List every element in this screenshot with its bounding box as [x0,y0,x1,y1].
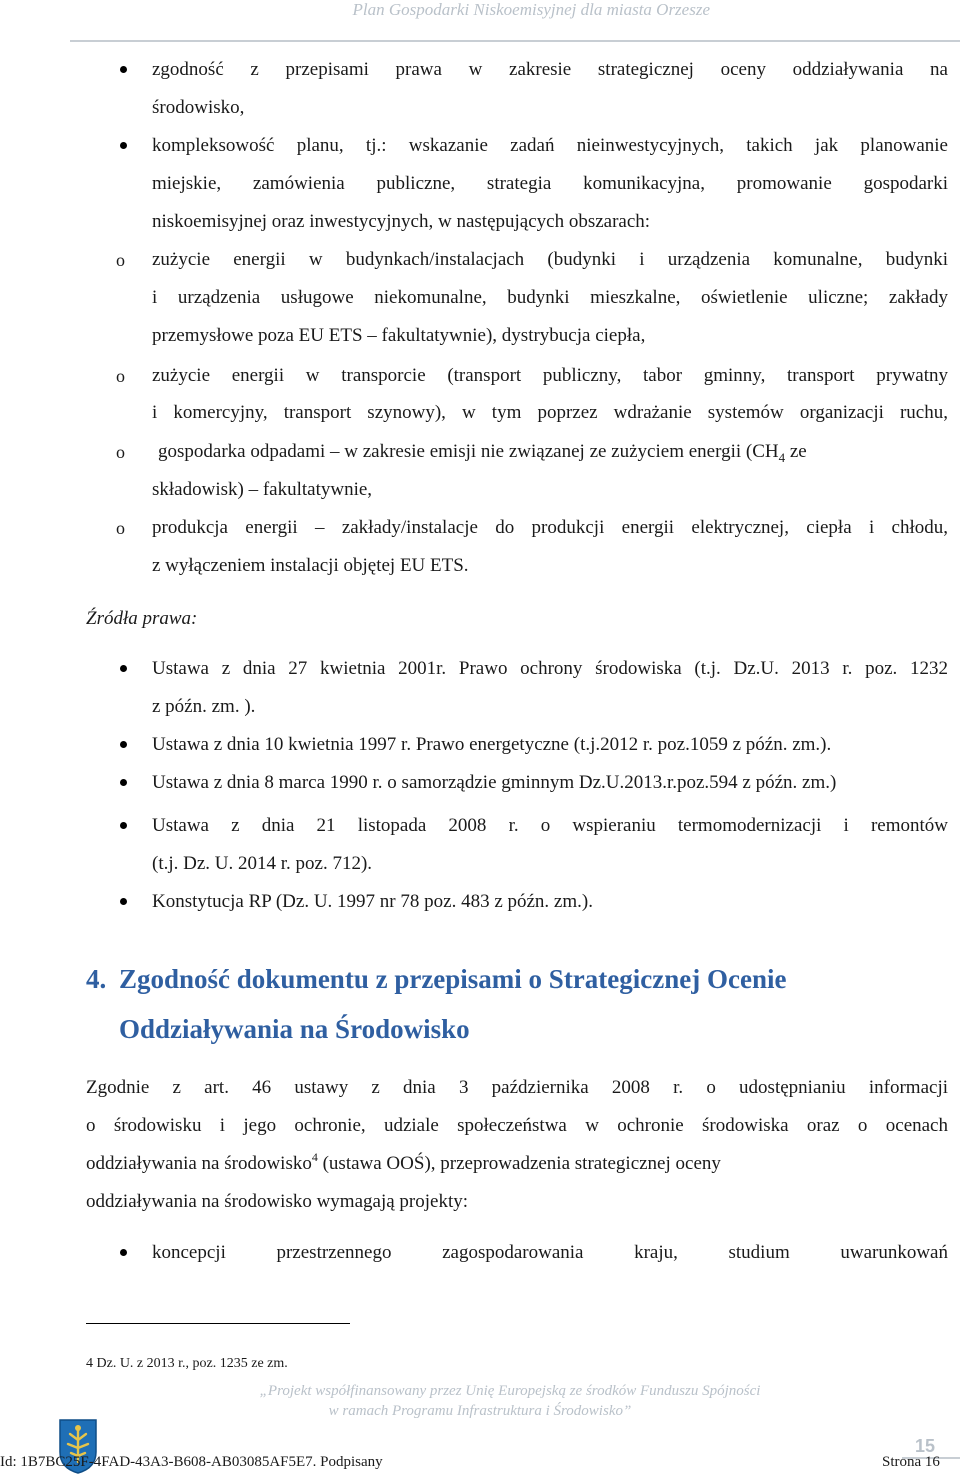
paragraph-line-3-b: (ustawa OOŚ), przeprowadzenia strategicznej oceny [317,1153,721,1174]
source-4-line-1: Ustawa z dnia 21 listopada 2008 r. o wspieraniu termomodernizacji i remontów [152,815,948,836]
footer-line-2: w ramach Programu Infrastruktura i Środowisko” [328,1403,632,1419]
running-header: Plan Gospodarki Niskoemisyjnej dla miasta Orzesze [352,0,710,19]
bullet-icon [120,822,127,829]
bullet-icon [120,142,127,149]
section-title-line-1: Zgodność dokumentu z przepisami o Strategicznej Ocenie [119,964,787,994]
bullet-icon [120,1249,127,1256]
footer-line-1: „Projekt współfinansowany przez Unię Europejską ze środków Funduszu Spójności [259,1383,761,1399]
bullet-icon [120,779,127,786]
sub-item-1-line-1: zużycie energii w budynkach/instalacjach (budynki i urządzenia komunalne, budynki [152,249,948,270]
sub-item-3-line-2: składowisk) – fakultatywnie, [152,479,373,500]
paragraph-line-2: o środowisku i jego ochronie, udziale społeczeństwa w ochronie środowiska oraz o ocenach [86,1115,948,1136]
criteria-item-1-line-2: środowisko, [152,97,245,118]
source-4-line-2: (t.j. Dz. U. 2014 r. poz. 712). [152,853,373,874]
paragraph-line-4: oddziaływania na środowisko wymagają projekty: [86,1191,469,1212]
sub-bullet-icon: o [116,442,125,462]
footnote-ref-4[interactable]: 4 [311,1149,318,1164]
bullet-icon [120,66,127,73]
paragraph-line-3 [86,1149,948,1176]
source-3: Ustawa z dnia 8 marca 1990 r. o samorządzie gminnym Dz.U.2013.r.poz.594 z późn. zm.) [152,772,837,793]
criteria-item-2-line-3: niskoemisyjnej oraz inwestycyjnych, w następujących obszarach: [152,211,651,232]
section-title-line-2: Oddziaływania na Środowisko [119,1014,470,1044]
footnote [86,1355,288,1373]
sub-item-2-line-2: i komercyjny, transport szynowy), w tym poprzez wdrażanie systemów organizacji ruchu, [152,402,948,423]
requirement-item-1: koncepcji przestrzennego zagospodarowania kraju, studium uwarunkowań [152,1242,948,1263]
header-rule [70,40,960,42]
paragraph-line-1: Zgodnie z art. 46 ustawy z dnia 3 października 2008 r. o udostępnianiu informacji [86,1077,948,1098]
footnote-rule [86,1323,350,1324]
document-id: Id: 1B7BC25F-4FAD-43A3-B608-AB03085AF5E7. Podpisany [0,1454,383,1470]
sub-item-1-line-3: przemysłowe poza EU ETS – fakultatywnie), dystrybucja ciepła, [152,325,646,346]
sub-item-3-text-end: ze [785,441,807,462]
bullet-icon [120,741,127,748]
page-label: Strona 16 [882,1454,940,1470]
sub-item-2-line-1: zużycie energii w transporcie (transport publiczny, tabor gminny, transport prywatny [152,365,948,386]
sub-item-3-text: gospodarka odpadami – w zakresie emisji nie związanej ze zużyciem energii (CH [158,441,779,462]
subscript-4: 4 [778,449,786,465]
footnote-number: 4 [86,1356,93,1371]
sub-bullet-icon: o [116,366,125,386]
section-number: 4. [86,964,107,994]
paragraph-line-3-a: oddziaływania na środowisko [86,1153,312,1174]
sub-item-4-line-1: produkcja energii – zakłady/instalacje do produkcji energii elektrycznej, ciepła i chłodu, [152,517,948,538]
sub-bullet-icon: o [116,250,125,270]
bullet-icon [120,898,127,905]
sub-item-1-line-2: i urządzenia usługowe niekomunalne, budynki mieszkalne, oświetlenie uliczne; zakłady [152,287,948,308]
source-2: Ustawa z dnia 10 kwietnia 1997 r. Prawo energetyczne (t.j.2012 r. poz.1059 z późn. zm.). [152,734,832,755]
criteria-item-1-line-1: zgodność z przepisami prawa w zakresie strategicznej oceny oddziaływania na [152,59,948,80]
sub-item-4-line-2: z wyłączeniem instalacji objętej EU ETS. [152,555,469,576]
criteria-item-2-line-2: miejskie, zamówienia publiczne, strategia komunikacyjna, promowanie gospodarki [152,173,948,194]
source-1-line-1: Ustawa z dnia 27 kwietnia 2001r. Prawo ochrony środowiska (t.j. Dz.U. 2013 r. poz. 1232 [152,658,948,679]
bullet-icon [120,665,127,672]
source-1-line-2: z późn. zm. ). [152,696,256,717]
criteria-item-2-line-1: kompleksowość planu, tj.: wskazanie zadań nieinwestycyjnych, takich jak planowanie [152,135,948,156]
sources-heading: Źródła prawa: [86,608,198,629]
sub-item-3-line-1 [158,440,948,470]
footnote-text: Dz. U. z 2013 r., poz. 1235 ze zm. [93,1356,288,1371]
page-number: 15 [915,1436,936,1456]
sub-bullet-icon: o [116,518,125,538]
source-5: Konstytucja RP (Dz. U. 1997 nr 78 poz. 483 z późn. zm.). [152,891,593,912]
